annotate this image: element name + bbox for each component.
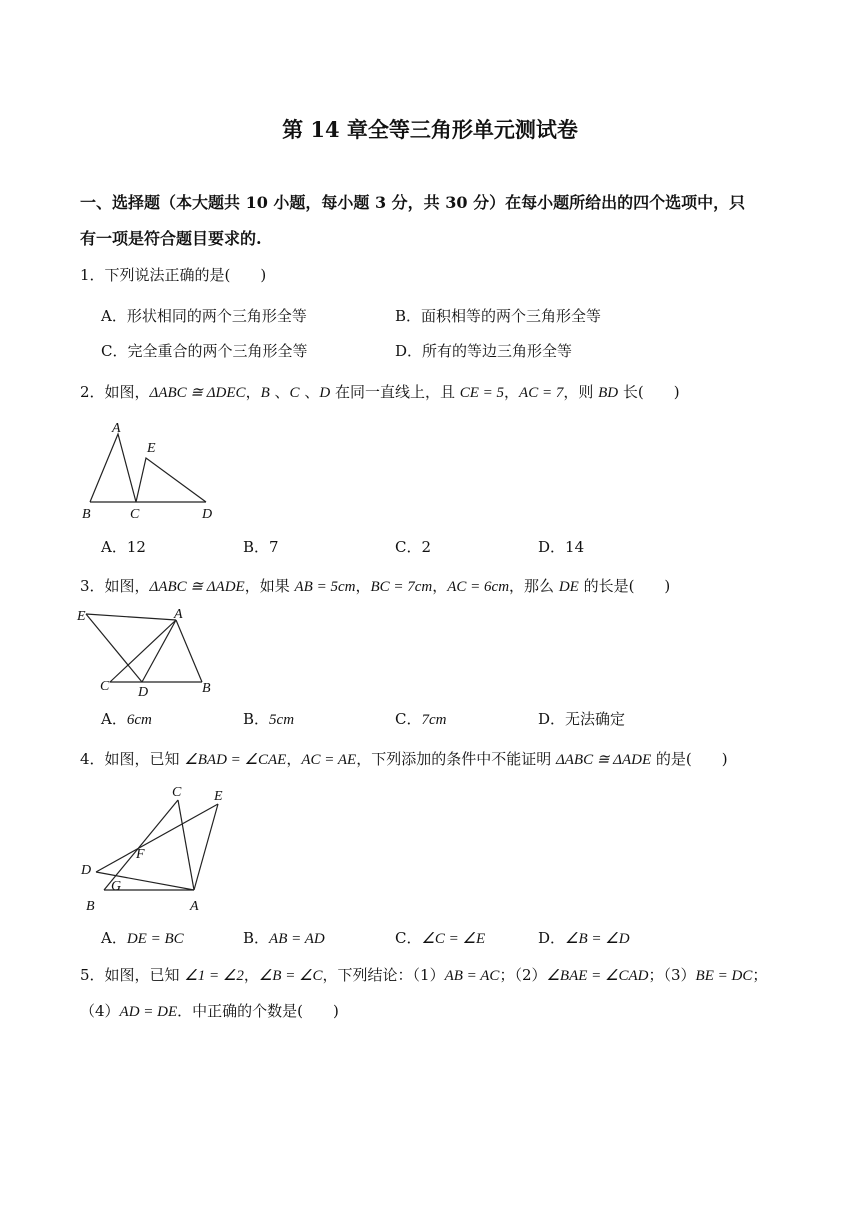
q2-congruence: ΔABC ≅ ΔDEC [149,385,246,401]
section-heading: 一、选择题（本大题共 10 小题，每小题 3 分，共 30 分）在每小题所给出的四个选项中，只 [80,193,746,212]
q1-option-d: D．所有的等边三角形全等 [395,342,573,360]
q2-sep: ， [245,383,261,401]
q3-bc: BC = 7cm [370,579,433,595]
segment-ab [176,620,202,682]
q3-option-b [243,708,294,729]
label-b: B [202,681,211,696]
q4-option-c-value: ∠C = ∠E [421,931,486,947]
q3-mid: ，如果 [244,577,295,595]
question-5-stem [80,964,767,985]
q4-option-a-value: DE = BC [126,931,184,947]
q3-de: DE [558,579,579,595]
question-4-stem [80,748,728,769]
question-5-stem-cont [80,1000,339,1021]
label-c: C [130,507,140,522]
q1-option-c: C．完全重合的两个三角形全等 [101,342,308,360]
q2-point-c: C [289,385,300,401]
segment-ad [142,620,176,682]
q4-congruence: ΔABC ≅ ΔADE [555,752,652,768]
q2-ce: CE = 5 [459,385,505,401]
q4-option-a [101,927,184,948]
q1-option-a: A．形状相同的两个三角形全等 [101,307,307,325]
q3-option-d: D．无法确定 [538,710,626,728]
segment-ea [86,614,176,620]
q4-option-d [538,927,630,948]
q4-option-c-prefix: C． [395,929,422,947]
q2-sep: 、 [269,383,290,401]
q2-option-b: B．7 [243,538,279,556]
q5-sep: ；（2） [499,966,547,984]
segment-ac [110,620,176,682]
q4-sep: ， [286,750,302,768]
triangle-abc [90,434,136,502]
q5-prefix-4: （4） [80,1002,120,1020]
q3-option-a-value: 6cm [126,712,152,728]
q5-sep: ；（3） [648,966,696,984]
q5-conclusion-2: ∠BAE = ∠CAD [546,968,649,984]
q3-end: 的长是( ) [578,577,671,595]
q2-sep: 、 [299,383,320,401]
label-d: D [138,685,149,696]
q2-option-c: C．2 [395,538,432,556]
q3-tail: ，那么 [509,577,559,595]
segment-ea [194,804,218,890]
q3-figure [74,604,224,696]
label-e: E [147,441,156,456]
q2-point-b: B [260,385,270,401]
q4-end: 的是( ) [651,750,728,768]
q2-mid: 在同一直线上，且 [330,383,460,401]
q5-mid: ，下列结论：（1） [322,966,445,984]
q4-option-b-prefix: B． [243,929,270,947]
question-1-stem: 1．下列说法正确的是( ) [80,266,267,284]
q4-option-d-prefix: D． [538,929,566,947]
q2-end: 长( ) [618,383,680,401]
label-d: D [81,863,92,878]
q2-figure [76,418,226,524]
q3-option-b-prefix: B． [243,710,270,728]
q4-mid: ，下列添加的条件中不能证明 [356,750,556,768]
segment-ca [178,800,194,890]
label-c: C [100,679,110,694]
q3-option-c [395,708,446,729]
q4-angles: ∠BAD = ∠CAE [184,752,287,768]
question-2-stem [80,381,680,402]
q2-option-a: A．12 [101,538,146,556]
q3-option-c-prefix: C． [395,710,422,728]
q5-sep: ， [243,966,259,984]
label-b: B [86,899,95,914]
q4-option-a-prefix: A． [101,929,127,947]
q5-conclusion-1: AB = AC [444,968,500,984]
label-f: F [136,847,145,862]
q2-bd: BD [598,385,619,401]
q3-option-a [101,708,152,729]
q4-option-c [395,927,485,948]
page-title: 第 14 章全等三角形单元测试卷 [282,117,578,142]
label-c: C [172,785,182,800]
q3-option-b-value: 5cm [269,712,295,728]
label-d: D [202,507,213,522]
q3-congruence: ΔABC ≅ ΔADE [149,579,245,595]
section-heading-cont: 有一项是符合题目要求的. [80,229,262,248]
q4-prefix: 4．如图，已知 [80,750,185,768]
q4-option-d-value: ∠B = ∠D [565,931,630,947]
q5-prefix: 5．如图，已知 [80,966,185,984]
q5-conclusion-4: AD = DE [119,1004,178,1020]
label-b: B [82,507,91,522]
label-a: A [190,899,199,914]
question-3-stem [80,575,670,596]
q3-sep: ， [355,577,371,595]
label-g: G [111,879,122,894]
q3-prefix: 3．如图， [80,577,150,595]
segment-bc [104,800,178,890]
label-e: E [214,789,223,804]
label-e: E [77,609,86,624]
q2-point-d: D [319,385,331,401]
q2-tail: ，则 [563,383,599,401]
q5-conclusion-3: BE = DC [695,968,753,984]
q4-ac: AC = AE [301,752,357,768]
q2-prefix: 2．如图， [80,383,150,401]
segment-ed [86,614,142,682]
q5-anglebc: ∠B = ∠C [258,968,323,984]
q3-sep: ， [432,577,448,595]
q5-end: ．中正确的个数是( ) [177,1002,339,1020]
segment-de [96,804,218,872]
q2-option-d: D．14 [538,538,585,556]
q3-ac: AC = 6cm [447,579,510,595]
q2-sep: ， [504,383,520,401]
q3-option-a-prefix: A． [101,710,127,728]
q4-figure [78,780,238,916]
triangle-dec [136,458,206,502]
label-a: A [112,421,121,436]
q1-option-b: B．面积相等的两个三角形全等 [395,307,602,325]
q2-ac: AC = 7 [519,385,564,401]
q4-option-b-value: AB = AD [269,931,325,947]
label-a: A [174,607,183,622]
q5-angle12: ∠1 = ∠2 [184,968,244,984]
q5-sep: ； [752,966,768,984]
q3-option-c-value: 7cm [421,712,447,728]
q4-option-b [243,927,325,948]
q3-ab: AB = 5cm [294,579,356,595]
